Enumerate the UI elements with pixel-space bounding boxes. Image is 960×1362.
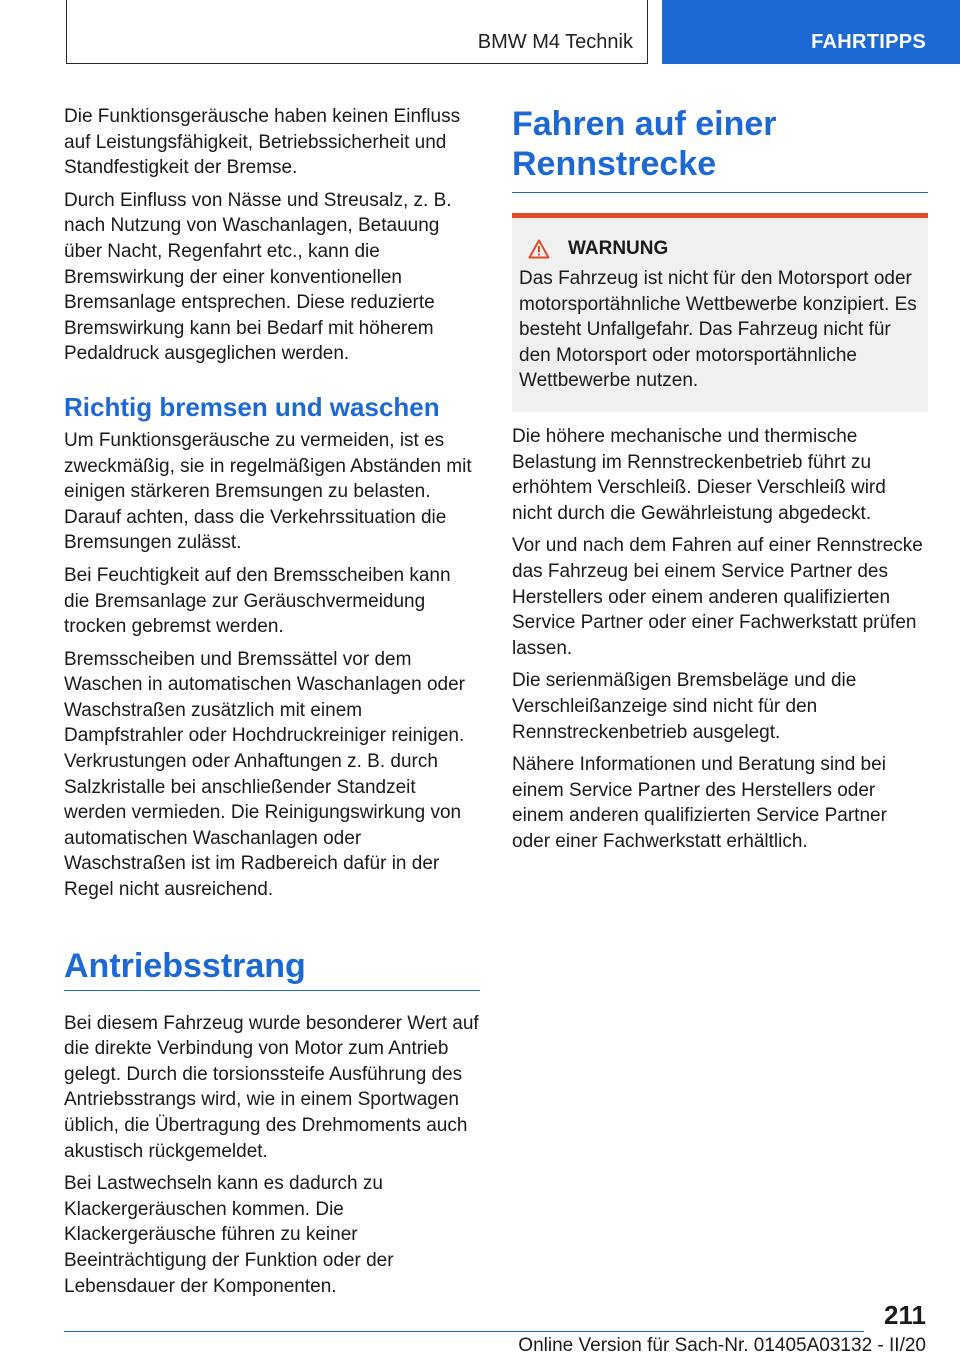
header-title-box — [66, 0, 648, 64]
section-title-line: Fahren auf einer — [512, 105, 777, 143]
paragraph: Bei diesem Fahrzeug wurde besonderer Wert auf die direkte Verbindung von Motor zum Antrieb gelegt. Durch die torsionssteife Ausführung des Antriebsstrangs wird, wie in einem Sportwagen üblich, die Übertragung des Drehmoments auch akustisch rückgemeldet. — [64, 1012, 479, 1162]
paragraph: Die Funktionsgeräusche haben keinen Einfluss auf Leistungsfähigkeit, Betriebssicherheit und Standfestigkeit der Bremse. — [64, 106, 461, 179]
subsection-title: Richtig bremsen und waschen — [64, 391, 440, 422]
warning-triangle-icon — [528, 239, 550, 259]
paragraph: Die höhere mechanische und thermische Belastung im Rennstreckenbetrieb führt zu erhöhtem Verschleiß. Dieser Verschleiß wird nicht durch die Gewährleistung abgedeckt. — [512, 425, 886, 524]
warning-title: WARNUNG — [568, 238, 669, 259]
paragraph: Nähere Informationen und Beratung sind bei einem Service Partner des Herstellers oder einem anderen qualifizierten Service Partner oder einer Fachwerkstatt erhältlich. — [512, 754, 887, 852]
warning-text: Das Fahrzeug ist nicht für den Motorsport oder motorsportähnliche Wettbewerbe konzipiert. Es besteht Unfallgefahr. Das Fahrzeug nicht für den Motorsport oder motorsportähnliche Wettbewerbe nutzen. — [519, 268, 917, 392]
manual-title: BMW M4 Technik — [477, 31, 633, 53]
warning-header — [519, 238, 922, 260]
paragraph: Die serienmäßigen Bremsbeläge und die Verschleißanzeige sind nicht für den Rennstreckenbetrieb ausgelegt. — [512, 670, 857, 743]
paragraph: Durch Einfluss von Nässe und Streusalz, z. B. nach Nutzung von Waschanlagen, Betauung über Nacht, Regenfahrt etc., kann die Bremswirkung der einer konventionellen Bremsanlage entsprechen. Diese reduzierte Bremswirkung kann bei Bedarf mit höherem Pedaldruck ausgeglichen werden. — [64, 189, 452, 365]
section-title-underline — [64, 990, 480, 991]
header-section-tab — [662, 0, 960, 64]
paragraph: Bei Feuchtigkeit auf den Bremsscheiben kann die Bremsanlage zur Geräuschvermeidung trocken gebremst werden. — [64, 564, 451, 638]
paragraph: Vor und nach dem Fahren auf einer Rennstrecke das Fahrzeug bei einem Service Partner des Herstellers oder einem anderen qualifizierten Service Partner oder einer Fachwerkstatt prüfen lassen. — [512, 535, 923, 659]
section-title — [512, 104, 928, 184]
paragraph: Um Funktionsgeräusche zu vermeiden, ist es zweckmäßig, sie in regelmäßigen Abständen mit einigen stärkeren Bremsungen zu belasten. Darauf achten, dass die Verkehrssituation die Bremsungen zulässt. — [64, 429, 472, 554]
footer-text: Online Version für Sach-Nr. 01405A03132 - II/20 — [518, 1335, 926, 1356]
section-label: FAHRTIPPS — [811, 31, 926, 53]
page-number: 211 — [884, 1300, 926, 1330]
section-title-underline — [512, 192, 928, 193]
paragraph: Bei Lastwechseln kann es dadurch zu Klackergeräuschen kommen. Die Klackergeräusche führen zu keiner Beeinträchtigung der Funktion oder der Lebensdauer der Komponenten. — [64, 1173, 394, 1297]
right-column — [512, 104, 928, 861]
section-title: Antriebsstrang — [64, 946, 306, 985]
paragraph: Bremsscheiben und Bremssättel vor dem Waschen in automatischen Waschanlagen oder Waschstraßen zusätzlich mit einem Dampfstrahler oder Hochdruckreiniger reinigen. Verkrustungen oder Anhaftungen z. B. durch Salzkristalle bei anschließender Standzeit werden vermieden. Die Reinigungswirkung von automatischen Waschanlagen oder Waschstraßen ist im Radbereich dafür in der Regel nicht ausreichend. — [64, 648, 465, 901]
footer-rule — [64, 1331, 864, 1332]
left-column — [64, 104, 480, 1306]
section-title-line: Rennstrecke — [512, 145, 717, 183]
warning-box — [512, 213, 928, 412]
